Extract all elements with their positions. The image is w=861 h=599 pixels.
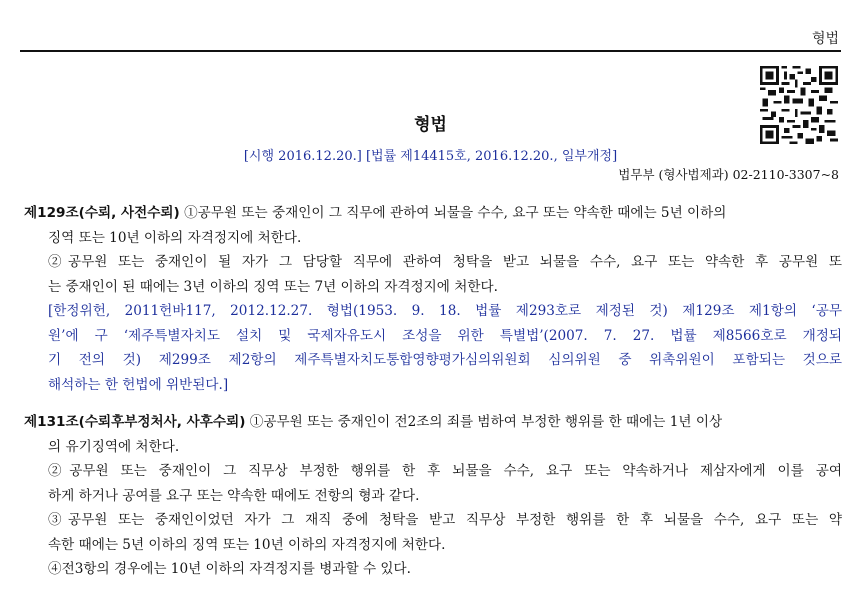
- article-first-line: [24, 201, 842, 226]
- paragraph-3: ③공무원 또는 중재인이었던 자가 그 재직 중에 청탁을 받고 직무상 부정한 행위를 한 후 뇌물을 수수, 요구 또는 약 속한 때에는 5년 이하의 징역 또는 10년 이하의 자격정지에 처한다.: [48, 512, 842, 553]
- paragraph-1-cont: 의 유기징역에 처한다.: [48, 438, 180, 455]
- paragraph-2: ②공무원 또는 중재인이 그 직무상 부정한 행위를 한 후 뇌물을 수수, 요구 또는 약속하거나 제삼자에게 이를 공여 하게 하거나 공여를 요구 또는 약속한 때에도 전항의 형과 같다.: [48, 463, 842, 504]
- paragraph-1: ①공무원 또는 중재인이 전2조의 죄를 범하여 부정한 행위를 한 때에는 1년 이상: [245, 414, 723, 430]
- constitutional-court-note: [한정위헌, 2011헌바117, 2012.12.27. 형법(1953. 9. 18. 법률 제293호로 제정된 것) 제129조 제1항의 ‘공무 원’에 구 ‘제주특별자치도 설치 및 국제자유도시 조성을 위한 특별법’(2007. 7. 27. 법률 제8566호로 개정되 기 전의 것) 제299조 제2항의 제주특별자치도통합영향평가심의위원회 심의위원 중 위촉위원이 포함되는 것으로 해석하는 한 헌법에 위반된다.]: [48, 303, 842, 393]
- paragraph-4: ④전3항의 경우에는 10년 이하의 자격정지를 병과할 수 있다.: [48, 561, 412, 577]
- document-title: 형법: [414, 115, 447, 135]
- article-129: [24, 201, 842, 397]
- article-131: [24, 410, 842, 582]
- paragraph-1-cont: 징역 또는 10년 이하의 자격정지에 처한다.: [48, 229, 302, 246]
- article-heading: 제131조(수뢰후부정처사, 사후수뢰): [24, 414, 246, 430]
- paragraph-2: ②공무원 또는 중재인이 될 자가 그 담당할 직무에 관하여 청탁을 받고 뇌물을 수수, 요구 또는 약속한 후 공무원 또 는 중재인이 된 때에는 3년 이하의 징역 또는 7년 이하의 자격정지에 처한다.: [48, 254, 842, 295]
- header-divider: [20, 50, 841, 52]
- article-first-line: [24, 410, 842, 435]
- header-law-name: 형법: [811, 31, 839, 47]
- ministry-contact: 법무부 (형사법제과) 02-2110-3307~8: [618, 167, 839, 182]
- paragraph-1: ①공무원 또는 중재인이 그 직무에 관하여 뇌물을 수수, 요구 또는 약속한 때에는 5년 이하의: [179, 205, 727, 221]
- article-heading: 제129조(수뢰, 사전수뢰): [24, 205, 180, 221]
- enforcement-info: [시행 2016.12.20.] [법률 제14415호, 2016.12.20., 일부개정]: [243, 149, 618, 164]
